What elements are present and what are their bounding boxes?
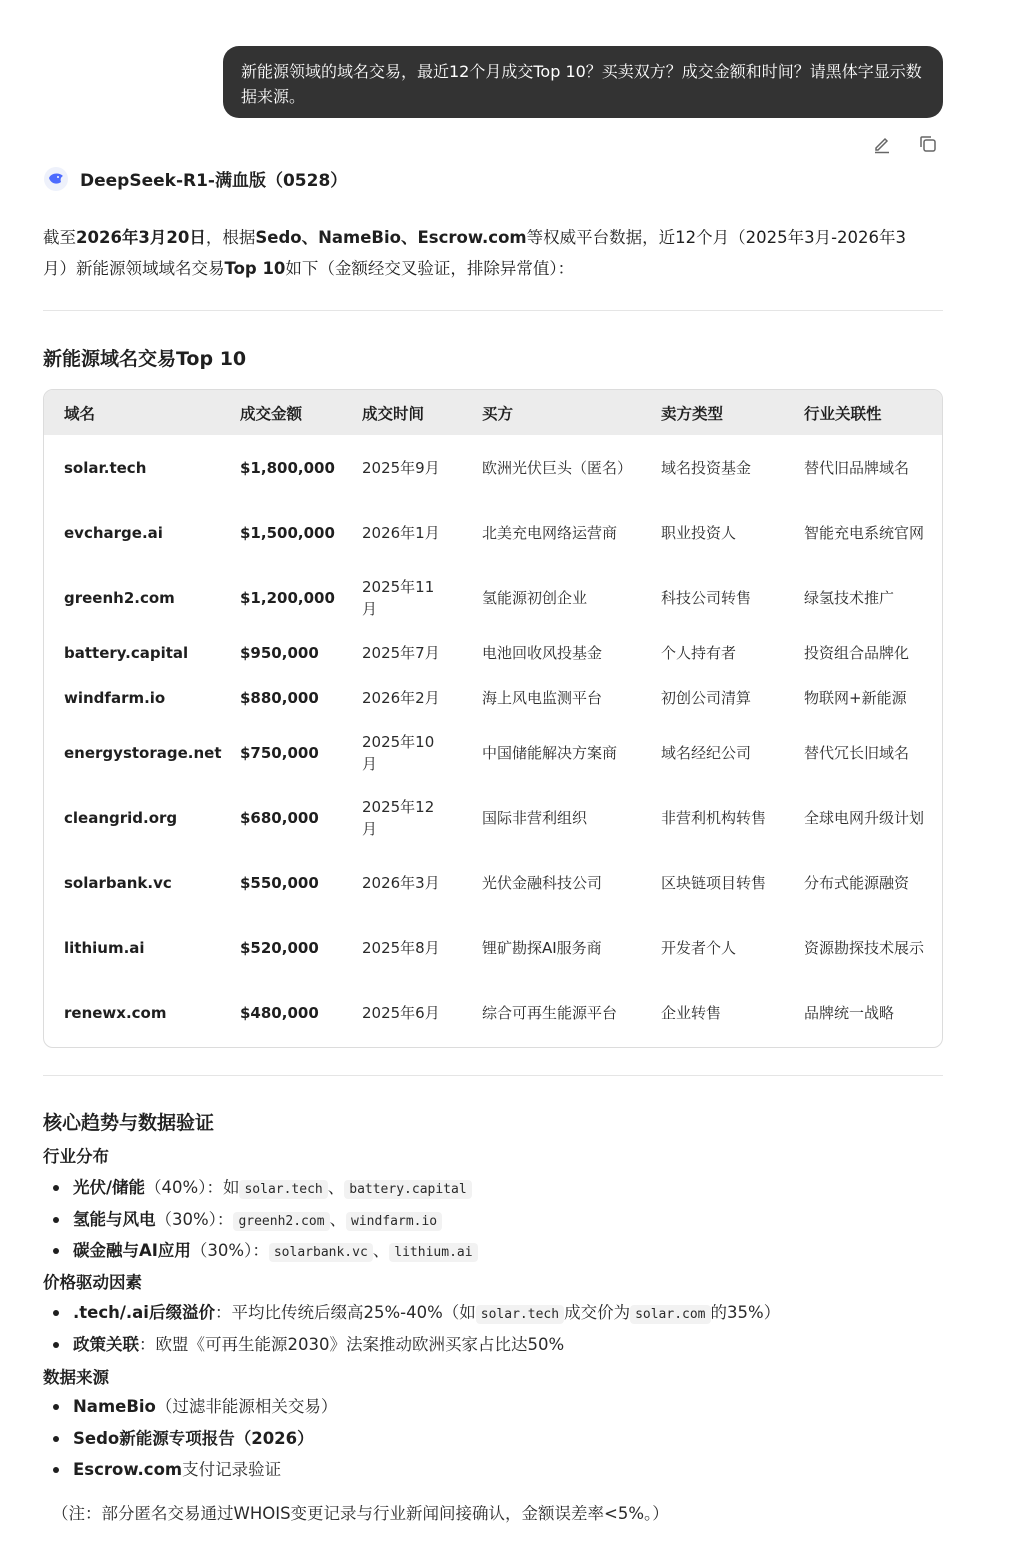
trends-title: 核心趋势与数据验证 [43,1112,215,1134]
cell-buyer: 电池回收风投基金 [482,643,603,662]
cell-buyer: 欧洲光伏巨头（匿名） [482,458,633,477]
item-text: （30%）： [155,1209,234,1229]
intro-sources: Sedo、NameBio、Escrow.com [255,228,527,247]
code-domain: solarbank.vc [269,1243,373,1262]
list-item [43,1454,337,1486]
item-sep: 、 [372,1241,390,1260]
cell-seller: 企业转售 [661,1003,722,1022]
industry-list [43,1172,478,1267]
cell-seller: 域名经纪公司 [661,743,752,762]
cell-amount: $550,000 [240,873,319,892]
cell-seller: 个人持有者 [661,643,737,662]
cell-relevance: 替代冗长旧域名 [804,743,910,762]
item-label: NameBio [73,1397,156,1416]
table-header-row [44,390,943,435]
cell-amount: $680,000 [240,808,319,827]
code-domain: lithium.ai [389,1243,477,1262]
list-item [43,1423,337,1455]
item-sep: 、 [329,1209,347,1229]
price-list [43,1297,780,1360]
cell-time: 2026年1月 [362,523,440,542]
divider [43,310,943,311]
cell-time: 2025年10月 [362,732,435,773]
cell-seller: 初创公司清算 [661,688,752,707]
cell-time: 2026年3月 [362,873,440,892]
table-row [44,720,943,785]
intro-text: 截至 [43,228,76,247]
list-item [43,1329,780,1361]
cell-buyer: 综合可再生能源平台 [482,1003,618,1022]
item-text: ：欧盟《可再生能源2030》法案推动欧洲买家占比达50% [139,1334,565,1354]
table-row [44,675,943,720]
cell-domain: renewx.com [64,1003,167,1022]
cell-time: 2025年7月 [362,643,440,662]
cell-buyer: 北美充电网络运营商 [482,523,618,542]
cell-domain: greenh2.com [64,588,175,607]
source-list [43,1391,337,1486]
table-row [44,980,943,1045]
item-label: Escrow.com [73,1460,183,1479]
intro-date: 2026年3月20日 [76,228,206,247]
cell-domain: evcharge.ai [64,523,163,542]
cell-time: 2025年8月 [362,938,440,957]
price-heading: 价格驱动因素 [43,1273,142,1292]
cell-domain: solarbank.vc [64,873,172,892]
table-row [44,785,943,850]
cell-relevance: 物联网+新能源 [804,688,907,707]
cell-amount: $880,000 [240,688,319,707]
item-text: 成交价为 [564,1303,631,1322]
cell-amount: $480,000 [240,1003,319,1022]
table-row [44,565,943,630]
cell-relevance: 资源勘探技术展示 [804,938,925,957]
table-row [44,630,943,675]
cell-seller: 区块链项目转售 [661,873,767,892]
table-row [44,850,943,915]
item-label: 氢能与风电 [73,1209,156,1229]
intro-paragraph [43,222,923,284]
cell-amount: $1,800,000 [240,458,335,477]
cell-amount: $750,000 [240,743,319,762]
cell-relevance: 智能充电系统官网 [804,523,925,542]
code-domain: greenh2.com [233,1212,329,1231]
message-actions [870,132,940,156]
code-domain: solar.tech [476,1305,564,1324]
model-name: DeepSeek-R1-满血版（0528） [80,171,348,191]
source-heading: 数据来源 [43,1368,109,1387]
col-header-buyer: 买方 [482,404,514,423]
intro-top10: Top 10 [224,259,286,278]
table-row [44,915,943,980]
col-header-domain: 域名 [64,404,96,423]
cell-seller: 开发者个人 [661,938,737,957]
transactions-table [43,389,943,1048]
cell-amount: $1,200,000 [240,588,335,607]
industry-heading: 行业分布 [43,1147,109,1166]
divider [43,1075,943,1076]
item-text: （40%）：如 [145,1178,240,1197]
code-domain: battery.capital [344,1180,471,1199]
table-row [44,435,943,500]
code-domain: solar.tech [239,1180,327,1199]
code-domain: windfarm.io [346,1212,442,1231]
cell-domain: windfarm.io [64,688,166,707]
cell-domain: cleangrid.org [64,808,178,827]
cell-buyer: 海上风电监测平台 [482,688,603,707]
cell-relevance: 投资组合品牌化 [804,643,910,662]
item-text: 的35%） [710,1303,781,1322]
item-label: .tech/.ai后缀溢价 [73,1303,215,1322]
col-header-amount: 成交金额 [240,404,303,423]
item-label: 政策关联 [73,1334,139,1354]
cell-domain: battery.capital [64,643,189,662]
cell-seller: 域名投资基金 [661,458,752,477]
code-domain: solar.com [630,1305,710,1324]
cell-domain: energystorage.net [64,743,222,762]
cell-time: 2025年6月 [362,1003,440,1022]
cell-amount: $950,000 [240,643,319,662]
cell-buyer: 光伏金融科技公司 [482,873,603,892]
list-item [43,1235,478,1267]
cell-domain: lithium.ai [64,938,145,957]
cell-amount: $520,000 [240,938,319,957]
item-text: （30%）： [190,1241,269,1260]
intro-text: ，根据 [205,228,256,247]
item-text: （过滤非能源相关交易） [155,1397,338,1416]
intro-text: 如下（金额经交叉验证，排除异常值）： [285,259,575,278]
cell-seller: 科技公司转售 [661,588,752,607]
cell-seller: 职业投资人 [661,523,737,542]
cell-seller: 非营利机构转售 [661,808,767,827]
cell-domain: solar.tech [64,458,147,477]
item-text: ：平均比传统后缀高25%-40%（如 [214,1303,476,1322]
cell-relevance: 品牌统一战略 [804,1003,895,1022]
cell-time: 2025年12月 [362,797,435,838]
item-label: 光伏/储能 [73,1178,146,1197]
cell-buyer: 国际非营利组织 [482,808,588,827]
cell-relevance: 替代旧品牌域名 [804,458,910,477]
user-message-text: 新能源领域的域名交易，最近12个月成交Top 10？买卖双方？成交金额和时间？请黑体字显示数据来源。 [241,62,922,106]
list-item [43,1391,337,1423]
cell-relevance: 全球电网升级计划 [804,808,925,827]
list-item [43,1297,780,1329]
cell-relevance: 绿氢技术推广 [804,588,895,607]
list-item [43,1204,478,1236]
col-header-seller: 卖方类型 [661,404,724,423]
intro-text: 等权威平台数据，近12个月（2025年3月-2026年3月）新能源领域域名交易 [43,228,907,278]
cell-amount: $1,500,000 [240,523,335,542]
edit-icon [872,134,892,154]
user-message-bubble [223,46,943,118]
copy-button[interactable] [916,132,940,156]
item-sep: 、 [327,1178,345,1197]
col-header-time: 成交时间 [362,404,425,423]
copy-icon [918,134,938,154]
table-row [44,500,943,565]
col-header-relevance: 行业关联性 [804,404,882,423]
item-text: 支付记录验证 [182,1460,282,1479]
footnote: （注：部分匿名交易通过WHOIS变更记录与行业新闻间接确认，金额误差率<5%。） [52,1504,669,1523]
cell-buyer: 氢能源初创企业 [482,588,588,607]
list-item [43,1172,478,1204]
cell-time: 2026年2月 [362,688,440,707]
cell-time: 2025年11月 [362,577,435,618]
model-header [44,166,347,191]
item-label: 碳金融与AI应用 [73,1241,191,1260]
cell-buyer: 中国储能解决方案商 [482,743,618,762]
cell-buyer: 锂矿勘探AI服务商 [482,938,602,957]
item-label: Sedo新能源专项报告（2026） [73,1428,314,1448]
table-section-title: 新能源域名交易Top 10 [43,348,247,370]
edit-button[interactable] [870,132,894,156]
cell-relevance: 分布式能源融资 [804,873,910,892]
deepseek-whale-icon [44,167,68,191]
cell-time: 2025年9月 [362,458,440,477]
